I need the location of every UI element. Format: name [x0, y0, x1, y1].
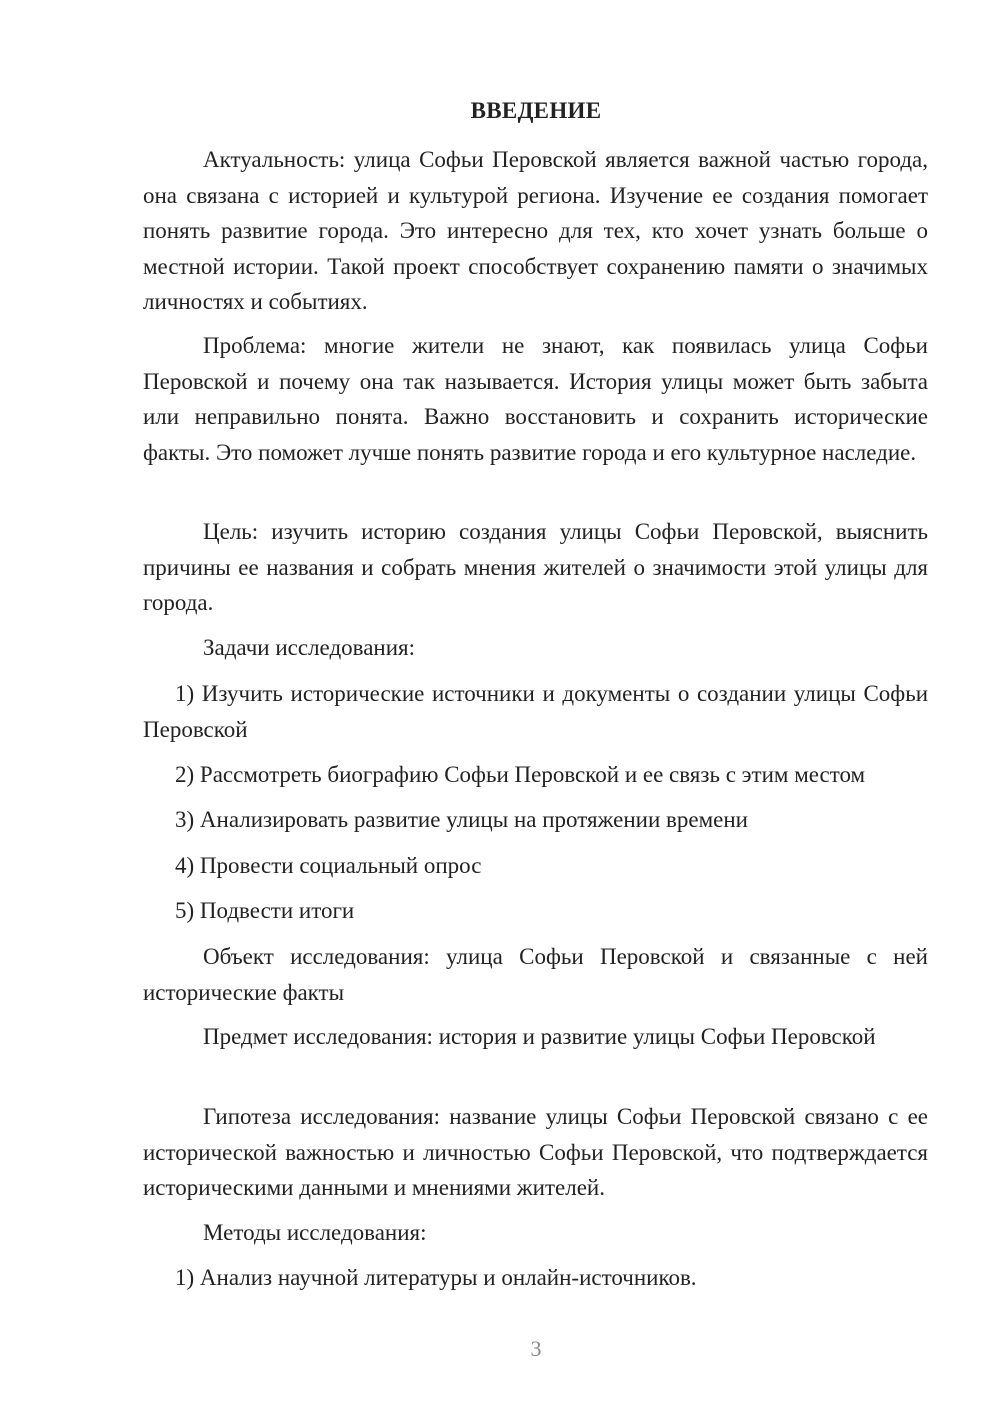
- goal-paragraph: Цель: изучить историю создания улицы Софьи Перовской, выяснить причины ее названия и собрать мнения жителей о значимости этой улицы для города.: [143, 519, 928, 615]
- tasks-heading: Задачи исследования:: [203, 635, 416, 660]
- problem-paragraph: Проблема: многие жители не знают, как появилась улица Софьи Перовской и почему она так называется. История улицы может быть забыта или неправильно понята. Важно восстановить и сохранить исторические факты. Это поможет лучше понять развитие города и его культурное наследие.: [143, 333, 928, 465]
- task-item-1: 1) Изучить исторические источники и документы о создании улицы Софьи Перовской: [143, 681, 928, 742]
- method-item-1: 1) Анализ научной литературы и онлайн-источников.: [175, 1265, 697, 1290]
- task-item-4: 4) Провести социальный опрос: [175, 853, 482, 878]
- subject-paragraph: Предмет исследования: история и развитие улицы Софьи Перовской: [203, 1024, 876, 1049]
- methods-heading: Методы исследования:: [203, 1220, 427, 1245]
- task-item-5: 5) Подвести итоги: [175, 898, 355, 923]
- hypothesis-paragraph: Гипотеза исследования: название улицы Софьи Перовской связано с ее исторической важностью и личностью Софьи Перовской, что подтверждается историческими данными и мнениями жителей.: [143, 1104, 928, 1200]
- task-item-2: 2) Рассмотреть биографию Софьи Перовской и ее связь с этим местом: [175, 762, 866, 787]
- page-title: ВВЕДЕНИЕ: [470, 98, 602, 123]
- page-number: 3: [530, 1336, 542, 1361]
- task-item-3: 3) Анализировать развитие улицы на протяжении времени: [175, 807, 748, 832]
- object-paragraph: Объект исследования: улица Софьи Перовской и связанные с ней исторические факты: [143, 944, 928, 1005]
- relevance-paragraph: Актуальность: улица Софьи Перовской является важной частью города, она связана с историей и культурой региона. Изучение ее создания помогает понять развитие города. Это интересно для тех, кто хочет узнать больше о местной истории. Такой проект способствует сохранению памяти о значимых личностях и событиях.: [143, 147, 928, 314]
